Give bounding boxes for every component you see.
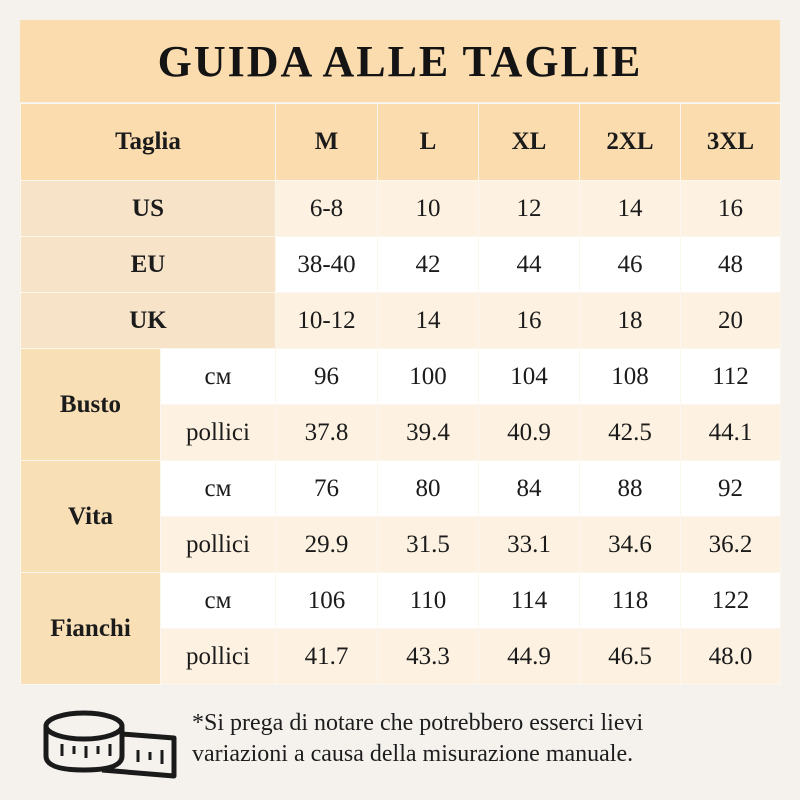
system-label: EU: [21, 237, 276, 293]
table-cell: 122: [681, 573, 781, 629]
table-cell: 80: [378, 461, 479, 517]
table-cell: 41.7: [276, 629, 378, 685]
table-row: [21, 237, 781, 293]
table-cell: 36.2: [681, 517, 781, 573]
table-cell: 10: [378, 181, 479, 237]
table-cell: 118: [580, 573, 681, 629]
system-label: US: [21, 181, 276, 237]
size-header: M: [276, 104, 378, 181]
table-cell: 110: [378, 573, 479, 629]
table-cell: 10-12: [276, 293, 378, 349]
table-cell: 39.4: [378, 405, 479, 461]
table-cell: 84: [479, 461, 580, 517]
table-cell: 88: [580, 461, 681, 517]
size-table: [20, 103, 781, 685]
table-cell: 44.9: [479, 629, 580, 685]
unit-label: см: [161, 349, 276, 405]
table-cell: 104: [479, 349, 580, 405]
size-header: XL: [479, 104, 580, 181]
system-label: UK: [21, 293, 276, 349]
measurement-label: Fianchi: [21, 573, 161, 685]
table-cell: 34.6: [580, 517, 681, 573]
table-cell: 43.3: [378, 629, 479, 685]
unit-label: pollici: [161, 629, 276, 685]
unit-label: pollici: [161, 517, 276, 573]
header-row: [21, 104, 781, 181]
size-header: L: [378, 104, 479, 181]
table-cell: 16: [681, 181, 781, 237]
table-cell: 33.1: [479, 517, 580, 573]
table-row: [21, 461, 781, 517]
table-cell: 46: [580, 237, 681, 293]
table-cell: 38-40: [276, 237, 378, 293]
table-cell: 114: [479, 573, 580, 629]
size-header: 2XL: [580, 104, 681, 181]
measurement-label: Busto: [21, 349, 161, 461]
table-cell: 20: [681, 293, 781, 349]
table-row: [21, 293, 781, 349]
table-cell: 48: [681, 237, 781, 293]
table-cell: 108: [580, 349, 681, 405]
corner-label: Taglia: [21, 104, 276, 181]
disclaimer-line: *Si prega di notare che potrebbero esserci lievi: [192, 710, 644, 736]
unit-label: pollici: [161, 405, 276, 461]
disclaimer-line: variazioni a causa della misurazione manuale.: [192, 741, 634, 767]
table-cell: 96: [276, 349, 378, 405]
table-cell: 29.9: [276, 517, 378, 573]
table-cell: 42.5: [580, 405, 681, 461]
table-cell: 46.5: [580, 629, 681, 685]
footer-note: [20, 690, 780, 790]
table-cell: 12: [479, 181, 580, 237]
unit-label: см: [161, 573, 276, 629]
table-row: [21, 573, 781, 629]
table-cell: 100: [378, 349, 479, 405]
table-cell: 112: [681, 349, 781, 405]
disclaimer-text: [192, 708, 772, 770]
table-cell: 16: [479, 293, 580, 349]
size-header: 3XL: [681, 104, 781, 181]
table-cell: 18: [580, 293, 681, 349]
table-cell: 31.5: [378, 517, 479, 573]
table-cell: 44.1: [681, 405, 781, 461]
table-cell: 48.0: [681, 629, 781, 685]
measurement-label: Vita: [21, 461, 161, 573]
table-row: [21, 181, 781, 237]
table-row: [21, 349, 781, 405]
title-band: [20, 20, 780, 102]
table-cell: 6-8: [276, 181, 378, 237]
table-cell: 14: [378, 293, 479, 349]
table-cell: 106: [276, 573, 378, 629]
table-cell: 44: [479, 237, 580, 293]
table-cell: 37.8: [276, 405, 378, 461]
table-cell: 92: [681, 461, 781, 517]
page-title: GUIDA ALLE TAGLIE: [157, 36, 643, 86]
table-cell: 14: [580, 181, 681, 237]
table-cell: 42: [378, 237, 479, 293]
measuring-tape-icon: [42, 704, 182, 782]
table-cell: 40.9: [479, 405, 580, 461]
table-cell: 76: [276, 461, 378, 517]
unit-label: см: [161, 461, 276, 517]
